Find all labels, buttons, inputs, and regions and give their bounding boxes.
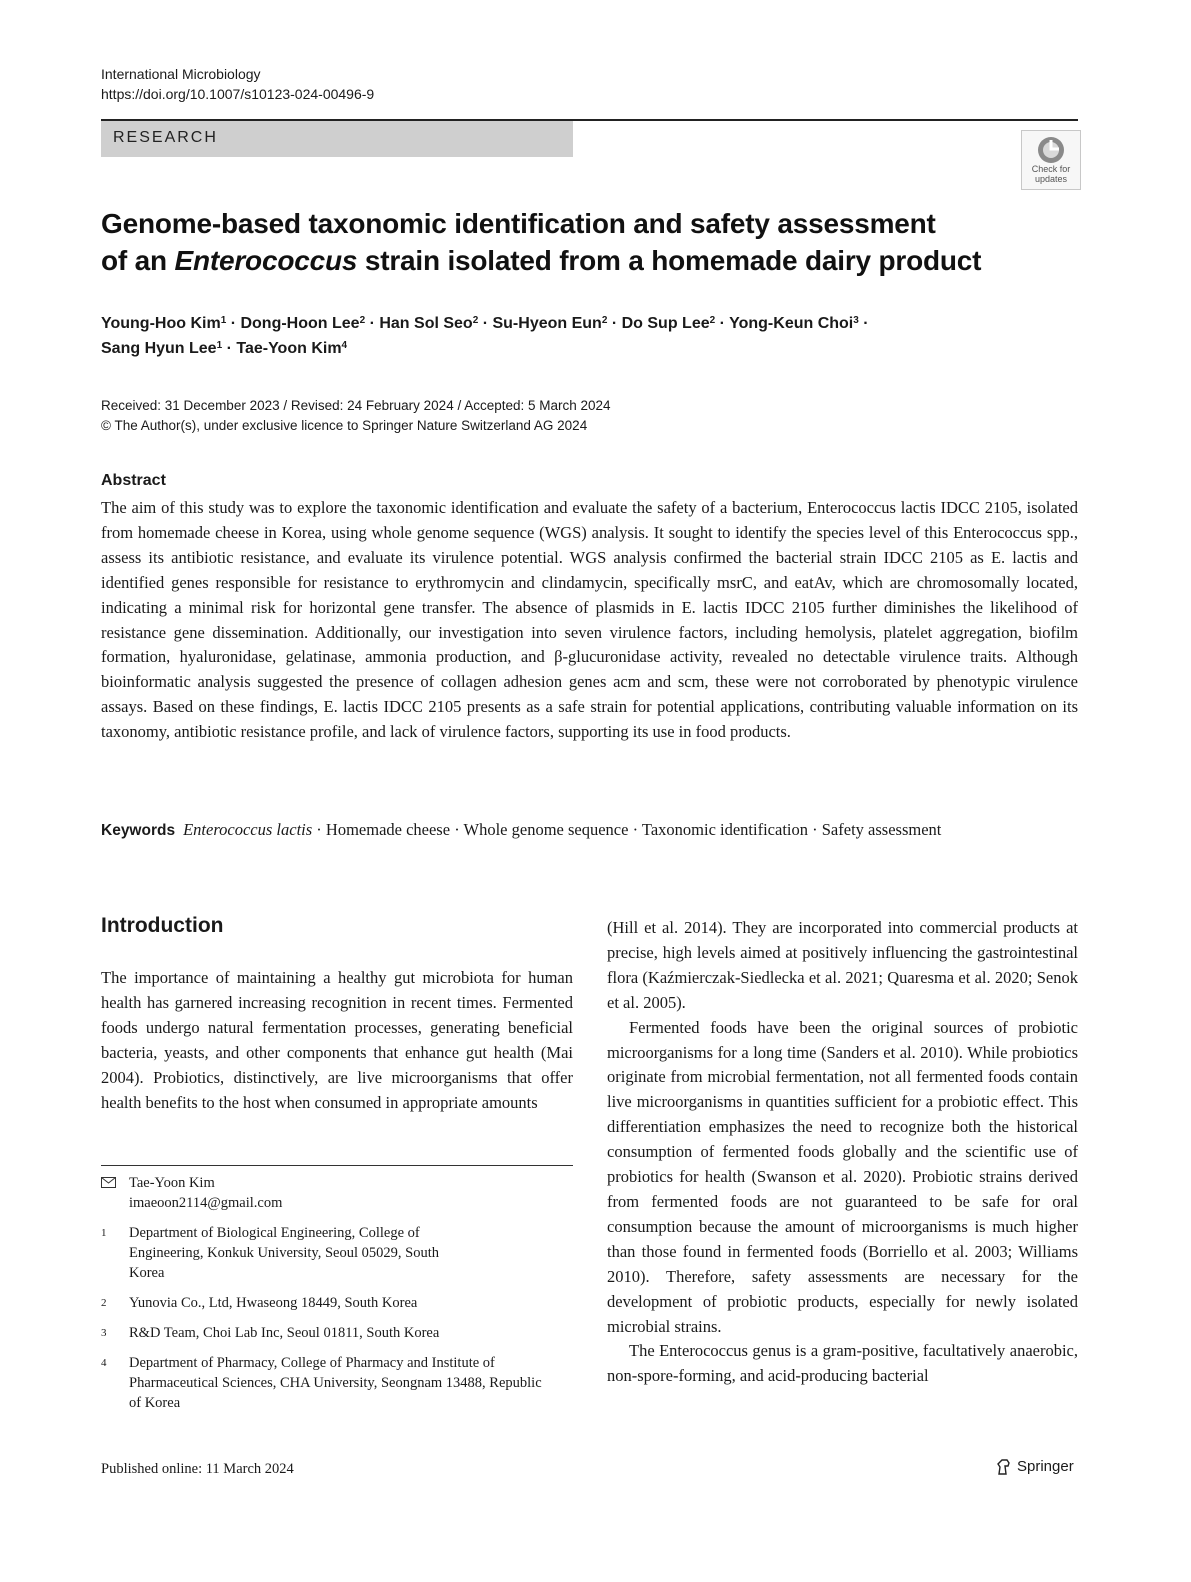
check-for-updates-badge[interactable]: [1021, 130, 1081, 190]
received-revised-accepted: Received: 31 December 2023 / Revised: 24 February 2024 / Accepted: 5 March 2024: [101, 398, 611, 413]
affiliation: 3 R&D Team, Choi Lab Inc, Seoul 01811, South Korea: [101, 1325, 440, 1341]
springer-horse-icon: [995, 1458, 1013, 1476]
footnotes: [101, 1173, 573, 1423]
author[interactable]: Sang Hyun Lee$^1$: [101, 340, 223, 357]
corresponding-email[interactable]: imaeoon2114@gmail.com: [129, 1195, 283, 1211]
envelope-icon: [101, 1177, 116, 1188]
author[interactable]: Han Sol Seo$^2$: [379, 315, 479, 332]
publisher-name: Springer: [1017, 1458, 1074, 1475]
keywords-heading: Keywords: [101, 822, 176, 839]
journal-name: International Microbiology: [101, 66, 261, 82]
crossmark-icon: [1037, 136, 1065, 164]
keywords: Keywords Enterococcus lactis · Homemade cheese · Whole genome sequence · Taxonomic identification · Safety assessment: [101, 820, 942, 839]
author[interactable]: Tae-Yoon Kim$^4$: [236, 340, 348, 357]
intro-paragraph: The importance of maintaining a healthy gut microbiota for human health has garnered increasing recognition in recent times. Fermented foods undergo natural fermentation processes, generating beneficial bacteria, yeasts, and other components that enhance gut health (Mai 2004). Probiotics, distinctively, are live microorganisms that offer health benefits to the host when consumed in appropriate amounts: [101, 968, 573, 1112]
author[interactable]: Su-Hyeon Eun$^2$: [492, 315, 608, 332]
doi-link[interactable]: https://doi.org/10.1007/s10123-024-00496-9: [101, 86, 375, 102]
title-line-2: of an Enterococcus strain isolated from a homemade dairy product: [101, 245, 982, 276]
corresponding-author: [101, 1173, 573, 1213]
keyword: Whole genome sequence: [463, 820, 629, 839]
corresponding-name: Tae-Yoon Kim: [129, 1175, 215, 1191]
intro-right-column: [607, 916, 1078, 1389]
section-label-bar: [101, 121, 573, 157]
intro-paragraph: (Hill et al. 2014). They are incorporated into commercial products at precise, high levels aimed at positively influencing the gastrointestinal flora (Kaźmierczak-Siedlecka et al. 2021; Quaresma et al. 2020; Senok et al. 2005).: [607, 918, 1078, 1012]
author[interactable]: Young-Hoo Kim$^1$: [101, 315, 227, 332]
crossmark-line1: Check for: [1031, 164, 1071, 174]
abstract-text: The aim of this study was to explore the taxonomic identification and evaluate the safety of a bacterium, Enterococcus lactis IDCC 2105, isolated from homemade cheese in Korea, using whole genome sequence (WGS) analysis. It sought to identify the species level of this Enterococcus spp., assess its antibiotic resistance, and evaluate its virulence potential. WGS analysis confirmed the bacterial strain IDCC 2105 as E. lactis and identified genes responsible for resistance to erythromycin and clindamycin, specifically msrC, and eatAv, which are chromosomally located, indicating a minimal risk for horizontal gene transfer. The absence of plasmids in E. lactis IDCC 2105 further diminishes the likelihood of resistance gene dissemination. Additionally, our investigation into seven virulence factors, including hemolysis, platelet aggregation, biofilm formation, hyaluronidase, gelatinase, ammonia production, and β-glucuronidase activity, revealed no detectable virulence traits. Although bioinformatic analysis suggested the presence of collagen adhesion genes acm and scm, these were not corroborated by phenotypic virulence assays. Based on these findings, E. lactis IDCC 2105 presents as a safe strain for potential applications, contributing valuable information on its taxonomy, antibiotic resistance profile, and lack of virulence factors, supporting its use in food products.: [101, 498, 1078, 742]
keyword: Homemade cheese: [325, 820, 451, 839]
footnote-rule: [101, 1165, 573, 1166]
author[interactable]: Dong-Hoon Lee$^2$: [240, 315, 366, 332]
intro-paragraph: The Enterococcus genus is a gram-positive, facultatively anaerobic, non-spore-forming, and acid-producing bacterial: [607, 1341, 1078, 1386]
intro-left-column: [101, 966, 573, 1115]
publisher-logo[interactable]: [995, 1458, 1074, 1476]
article-dates: [101, 396, 611, 436]
title-line-1: Genome-based taxonomic identification and safety assessment: [101, 208, 936, 239]
keyword: Taxonomic identification: [641, 820, 808, 839]
introduction-heading: Introduction: [101, 914, 224, 937]
author-list: Young-Hoo Kim$^1$ · Dong-Hoon Lee$^2$ · Han Sol Seo$^2$ · Su-Hyeon Eun$^2$ · Do Sup Lee$^2$ · Yong-Keun Choi$^3$ · Sang Hyun Lee$^1$ · Tae-Yoon Kim$^4$: [101, 315, 869, 357]
title-genus: Enterococcus: [174, 245, 358, 276]
published-online: Published online: 11 March 2024: [101, 1461, 294, 1477]
crossmark-line2: updates: [1034, 174, 1068, 184]
affiliation: 1 Department of Biological Engineering, College of Engineering, Konkuk University, Seoul 05029, South Korea: [101, 1225, 439, 1281]
keyword: Safety assessment: [821, 820, 942, 839]
author[interactable]: Yong-Keun Choi$^3$: [729, 315, 859, 332]
copyright-notice: © The Author(s), under exclusive licence to Springer Nature Switzerland AG 2024: [101, 418, 588, 433]
abstract-heading: Abstract: [101, 472, 166, 489]
intro-paragraph: Fermented foods have been the original sources of probiotic microorganisms for a long time (Sanders et al. 2010). While probiotics originate from microbial fermentation, not all fermented foods contain live microorganisms in quantities sufficient for a probiotic effect. This differentiation emphasizes the need to recognize both the historical consumption of fermented foods globally and the scientific use of probiotics for health (Swanson et al. 2020). Probiotic strains derived from fermented foods are not guaranteed to be safe for oral consumption because the amount of microorganisms is much higher than those found in fermented foods (Borriello et al. 2003; Williams 2010). Therefore, safety assessments are necessary for the development of probiotic products, especially for newly isolated microbial strains.: [607, 1017, 1078, 1336]
author[interactable]: Do Sup Lee$^2$: [621, 315, 716, 332]
article-title: [101, 205, 1061, 279]
affiliation: 2 Yunovia Co., Ltd, Hwaseong 18449, South Korea: [101, 1295, 418, 1311]
keyword: Enterococcus lactis: [183, 820, 313, 839]
section-label: RESEARCH: [113, 129, 218, 146]
journal-header: [101, 64, 374, 104]
affiliation: 4 Department of Pharmacy, College of Pharmacy and Institute of Pharmaceutical Sciences, CHA University, Seongnam 13488, Republic of Korea: [101, 1355, 542, 1411]
